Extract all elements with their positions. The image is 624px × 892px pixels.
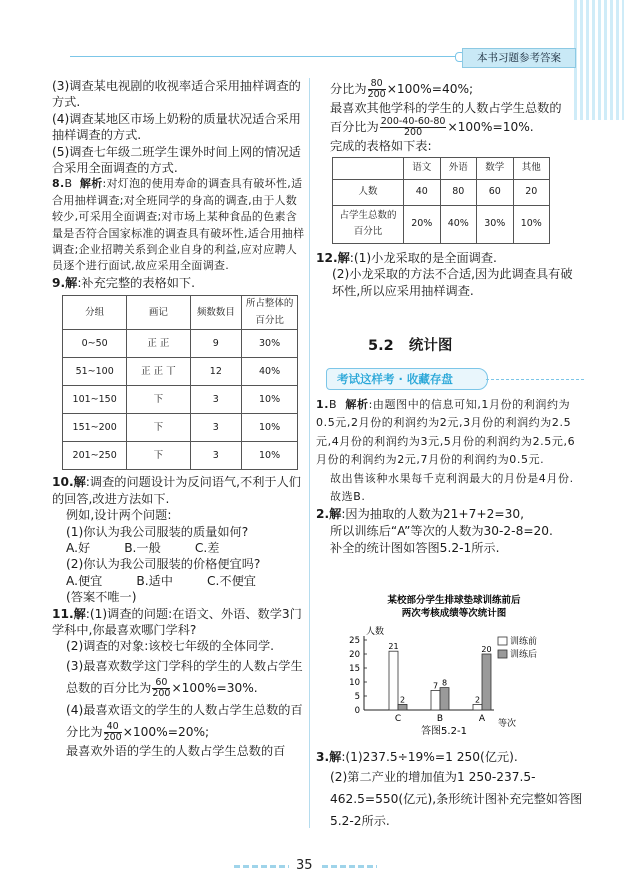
choice: B.适中 bbox=[136, 573, 173, 588]
data-label: 2 bbox=[399, 695, 406, 705]
fraction-num: 200-40-60-80 bbox=[380, 116, 446, 128]
cont-line: 完成的表格如下表: bbox=[330, 139, 432, 154]
s2 bbox=[316, 506, 584, 523]
table-cell: 3 bbox=[190, 442, 242, 470]
bar bbox=[440, 688, 449, 710]
q11-line: 最喜欢外语的学生的人数占学生总数的百 bbox=[66, 743, 286, 758]
legend-swatch bbox=[498, 650, 507, 658]
q10-num: 10. bbox=[52, 475, 74, 490]
table-header: 外语 bbox=[440, 157, 477, 179]
q8-label: 解析 bbox=[79, 177, 103, 191]
q7-item: (5)调查七年级二班学生课外时间上网的情况适合采用全面调查的方式. bbox=[52, 144, 301, 176]
data-label: 2 bbox=[474, 695, 481, 705]
q12-line: (2)小龙采取的方法不合适,因为此调查具有破坏性,所以应采用抽样调查. bbox=[332, 267, 573, 298]
fraction-den: 200 bbox=[103, 731, 122, 743]
table-row bbox=[333, 179, 550, 205]
column-divider bbox=[309, 78, 310, 828]
cont-text: ×100%=10%. bbox=[447, 120, 534, 135]
table-cell: 20 bbox=[513, 179, 550, 205]
q8-num: 8. bbox=[52, 177, 65, 191]
s2-num: 2. bbox=[316, 507, 330, 522]
x-axis-label: 等次 bbox=[498, 719, 517, 729]
table-header: 画记 bbox=[127, 296, 190, 330]
header-rule bbox=[70, 56, 480, 57]
table-row bbox=[333, 205, 550, 243]
table-row bbox=[63, 442, 298, 470]
q10 bbox=[52, 474, 307, 507]
page-dots-right bbox=[322, 865, 377, 868]
right-column-bottom bbox=[316, 748, 584, 832]
table-cell: 正 正 丅 bbox=[127, 358, 190, 386]
fraction-den: 200 bbox=[152, 687, 171, 699]
legend-swatch bbox=[498, 637, 507, 645]
legend-label: 训练后 bbox=[510, 650, 538, 660]
table-cell: 下 bbox=[127, 386, 190, 414]
s3 bbox=[316, 748, 584, 766]
s3-label: 解 bbox=[329, 750, 342, 764]
s2-line: 所以训练后“A”等次的人数为30-2-8=20. bbox=[330, 524, 553, 539]
y-tick-label: 20 bbox=[349, 650, 360, 660]
s3-num: 3. bbox=[316, 750, 330, 764]
page-dots-left bbox=[234, 865, 289, 868]
data-label: 21 bbox=[388, 642, 399, 652]
y-tick-label: 5 bbox=[354, 692, 360, 702]
banner-rule bbox=[486, 379, 584, 380]
s3-line: :(1)237.5÷19%=1 250(亿元). bbox=[341, 750, 518, 764]
choice: B.一般 bbox=[124, 540, 161, 555]
x-tick-label: C bbox=[394, 714, 402, 724]
table-cell: 人数 bbox=[333, 179, 404, 205]
fraction-num: 80 bbox=[368, 79, 386, 90]
choice: C.不便宜 bbox=[207, 573, 256, 588]
table-cell: 正 正 bbox=[127, 330, 190, 358]
q11-line: (2)调查的对象:该校七年级的全体同学. bbox=[66, 639, 275, 654]
section-title bbox=[368, 334, 452, 355]
fraction bbox=[380, 117, 447, 138]
table-row bbox=[63, 358, 298, 386]
q10-choices bbox=[52, 540, 307, 556]
q11-text: (4)最喜欢语文的学生的人数占学生总数的百分比为 bbox=[66, 702, 303, 739]
q10-label: 解 bbox=[73, 475, 86, 490]
right-column-lower bbox=[316, 396, 584, 557]
table-cell: 3 bbox=[190, 386, 242, 414]
q11-line bbox=[52, 699, 307, 743]
q10-line: :调查的问题设计为反问语气,不利于人们的回答,改进方法如下. bbox=[52, 475, 301, 506]
q11-num: 11. bbox=[52, 606, 74, 621]
q11 bbox=[52, 606, 307, 639]
table-header: 频数数目 bbox=[190, 296, 242, 330]
data-label: 8 bbox=[441, 678, 448, 688]
fraction bbox=[104, 722, 122, 743]
q11-text: (3)最喜欢数学这门学科的学生的人数占学生总数的百分比为 bbox=[66, 658, 303, 695]
fraction-den: 200 bbox=[404, 127, 423, 139]
table-cell: 0~50 bbox=[63, 330, 127, 358]
q11-line: :(1)调查的问题:在语文、外语、数学3门学科中,你最喜欢哪门学科? bbox=[52, 606, 302, 637]
table-cell: 下 bbox=[127, 414, 190, 442]
exam-banner: 考试这样考 · 收藏存盘 bbox=[326, 368, 488, 390]
bar bbox=[431, 690, 440, 710]
header-tab: 本书习题参考答案 bbox=[462, 48, 576, 68]
section-title-text: 统计图 bbox=[408, 338, 453, 354]
choice: A.好 bbox=[66, 540, 91, 555]
cont-line bbox=[316, 116, 584, 138]
x-tick-label: A bbox=[478, 714, 486, 724]
cont-line: 最喜欢其他学科的学生的人数占学生总数的 bbox=[330, 101, 562, 115]
cont-text: ×100%=40%; bbox=[386, 82, 474, 96]
q10-line: (2)你认为我公司服装的价格便宜吗? bbox=[66, 557, 261, 572]
s2-line: 补全的统计图如答图5.2-1所示. bbox=[330, 541, 500, 556]
table-header: 语文 bbox=[404, 157, 441, 179]
bar bbox=[398, 704, 407, 710]
table-cell: 30% bbox=[242, 330, 298, 358]
chart-title: 某校部分学生排球垫球训练前后 bbox=[387, 595, 521, 606]
table-header: 分组 bbox=[63, 296, 127, 330]
q12-label: 解 bbox=[337, 250, 350, 265]
table-cell: 10% bbox=[242, 386, 298, 414]
data-label: 20 bbox=[481, 645, 492, 654]
choice: A.便宜 bbox=[66, 573, 103, 588]
s1-label: 解析 bbox=[345, 398, 369, 411]
legend-label: 训练前 bbox=[510, 637, 538, 647]
cont-text: 分比为 bbox=[330, 82, 367, 96]
table-header bbox=[333, 157, 404, 179]
q11-line bbox=[52, 655, 307, 699]
fraction-den: 200 bbox=[367, 89, 386, 100]
table-cell: 30% bbox=[477, 205, 514, 243]
q9-num: 9. bbox=[52, 275, 66, 290]
cont-line bbox=[316, 78, 584, 100]
q11-text: ×100%=20%; bbox=[122, 724, 210, 739]
s1 bbox=[316, 396, 584, 470]
q8 bbox=[52, 176, 307, 274]
s1-answer: B bbox=[329, 398, 338, 411]
y-tick-label: 0 bbox=[354, 706, 360, 716]
table-cell: 40% bbox=[242, 358, 298, 386]
q11-label: 解 bbox=[73, 606, 86, 621]
bar bbox=[389, 651, 398, 710]
bar bbox=[473, 704, 482, 710]
q12-line: :(1)小龙采取的是全面调查. bbox=[349, 250, 497, 265]
cont-text: 百分比为 bbox=[330, 120, 379, 135]
y-axis-label: 人数 bbox=[366, 627, 385, 637]
data-label: 7 bbox=[432, 681, 439, 691]
s2-label: 解 bbox=[329, 507, 342, 522]
q7-item: (3)调查某电视剧的收视率适合采用抽样调查的方式. bbox=[52, 79, 301, 110]
s2-line: :因为抽取的人数为21+7+2=30, bbox=[341, 507, 524, 522]
table-cell: 40% bbox=[440, 205, 477, 243]
q10-line: (1)你认为我公司服装的质量如何? bbox=[66, 524, 249, 539]
table-cell: 10% bbox=[242, 442, 298, 470]
table-cell: 3 bbox=[190, 414, 242, 442]
q12 bbox=[316, 250, 584, 266]
y-tick-label: 25 bbox=[349, 636, 360, 646]
table-header: 所占整体的百分比 bbox=[242, 296, 298, 330]
q11-text: ×100%=30%. bbox=[171, 680, 258, 695]
q10-line: (答案不唯一) bbox=[66, 590, 137, 605]
s1-num: 1. bbox=[316, 398, 330, 411]
bar-chart bbox=[334, 592, 564, 742]
q8-text: :对灯泡的使用寿命的调查具有破坏性,适合用抽样调查;对全班同学的身高的调查,由于人数较少,可采用全面调查;对市场上某种食品的色素含量是否符合国家标准的调查具有破坏性,适合用抽样调查;企业招聘关系到企业自身的利益,应对应聘人员逐个进行面试,故应采用全面调查. bbox=[52, 177, 305, 273]
right-column bbox=[316, 78, 584, 299]
q9-label: 解 bbox=[65, 275, 78, 290]
q10-choices bbox=[52, 573, 307, 589]
table-row bbox=[63, 414, 298, 442]
table-row bbox=[63, 330, 298, 358]
table-header: 数学 bbox=[477, 157, 514, 179]
table-cell: 40 bbox=[404, 179, 441, 205]
table-cell: 占学生总数的百分比 bbox=[333, 205, 404, 243]
table-cell: 51~100 bbox=[63, 358, 127, 386]
y-tick-label: 15 bbox=[349, 664, 360, 674]
chart-title: 两次考核成绩等次统计图 bbox=[401, 608, 507, 619]
table-cell: 20% bbox=[404, 205, 441, 243]
y-tick-label: 10 bbox=[349, 678, 360, 688]
q9-text: :补充完整的表格如下. bbox=[77, 275, 195, 290]
section-number: 5.2 bbox=[368, 338, 394, 354]
choice: C.差 bbox=[194, 540, 220, 555]
s1-text: :由题图中的信息可知,1月份的利润约为0.5元,2月份的利润约为2元,3月份的利润约为2.5元,4月份的利润约为3元,5月份的利润约为2.5元,6月份的利润约为2元,7月份的利润约为0.5元. bbox=[316, 398, 576, 467]
left-column bbox=[52, 78, 307, 759]
table-row bbox=[63, 386, 298, 414]
table-cell: 60 bbox=[477, 179, 514, 205]
table-cell: 151~200 bbox=[63, 414, 127, 442]
table-cell: 80 bbox=[440, 179, 477, 205]
table-cell: 下 bbox=[127, 442, 190, 470]
fraction-num: 40 bbox=[104, 722, 122, 733]
q7-item: (4)调查某地区市场上奶粉的质量状况适合采用抽样调查的方式. bbox=[52, 111, 301, 143]
subject-table bbox=[332, 157, 550, 244]
table-header: 其他 bbox=[513, 157, 550, 179]
q8-answer: B bbox=[64, 177, 73, 191]
q10-line: 例如,设计两个问题: bbox=[66, 508, 172, 523]
table-cell: 10% bbox=[513, 205, 550, 243]
chart-caption: 答图5.2-1 bbox=[421, 726, 467, 737]
frequency-table bbox=[62, 295, 298, 470]
fraction bbox=[152, 678, 170, 699]
s3-line: (2)第二产业的增加值为1 250-237.5-462.5=550(亿元),条形统计图补充完整如答图5.2-2所示. bbox=[330, 770, 583, 828]
s1-text2: 故出售该种水果每千克利润最大的月份是4月份.故选B. bbox=[330, 471, 574, 504]
fraction-num: 60 bbox=[152, 678, 170, 689]
table-cell: 201~250 bbox=[63, 442, 127, 470]
table-cell: 9 bbox=[190, 330, 242, 358]
x-tick-label: B bbox=[436, 714, 444, 724]
bar bbox=[482, 654, 491, 710]
q12-num: 12. bbox=[316, 250, 338, 265]
page-number: 35 bbox=[296, 858, 313, 873]
table-cell: 101~150 bbox=[63, 386, 127, 414]
q9 bbox=[52, 275, 307, 291]
table-cell: 10% bbox=[242, 414, 298, 442]
table-cell: 12 bbox=[190, 358, 242, 386]
fraction bbox=[368, 79, 386, 100]
